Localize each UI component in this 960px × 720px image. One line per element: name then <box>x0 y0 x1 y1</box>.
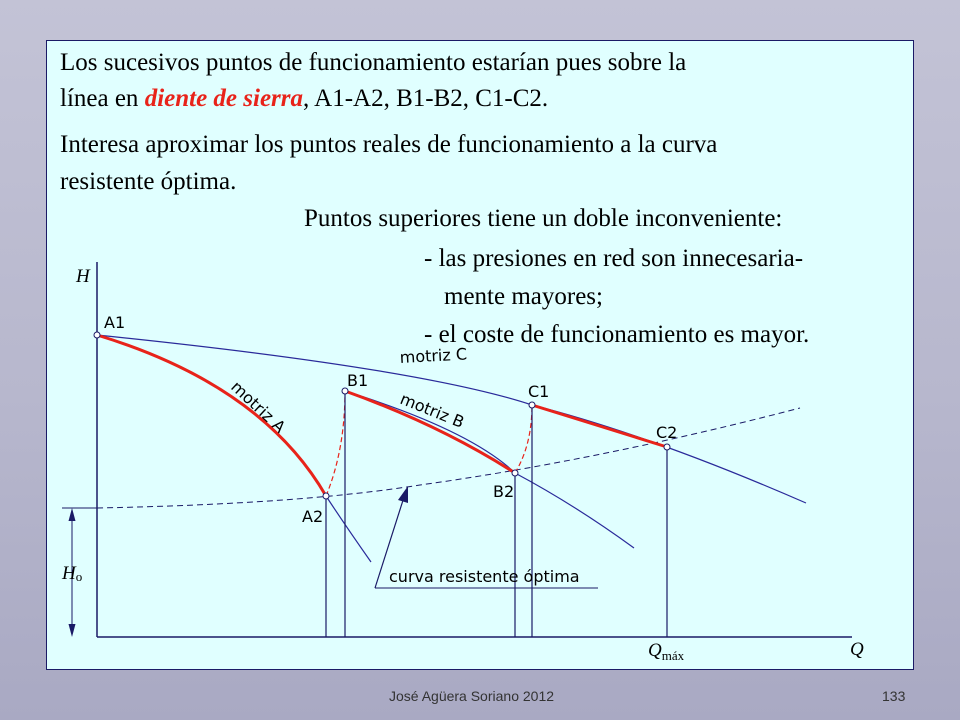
sawtooth-c1-c2 <box>532 405 667 447</box>
paragraph-2-line-2: resistente óptima. <box>60 168 237 195</box>
p1-line2-start: línea en <box>60 85 145 112</box>
motriz-a-curve <box>326 496 371 562</box>
footer-page-number: 133 <box>882 688 906 704</box>
point-label-c2: C2 <box>656 423 678 442</box>
label-motriz-c: motriz C <box>399 344 468 367</box>
paragraph-3-line-2: - las presiones en red son innecesaria- <box>424 245 804 272</box>
point-a2-marker <box>323 493 329 499</box>
label-motriz-b: motriz B <box>397 389 467 432</box>
qmax-label: $Q_{máx}$ <box>648 640 685 663</box>
highlight-diente-de-sierra: diente de sierra <box>144 85 304 112</box>
paragraph-1-line-1: Los sucesivos puntos de funcionamiento estarían pues sobre la <box>60 49 687 76</box>
point-c2-marker <box>664 444 670 450</box>
point-label-a1: A1 <box>104 313 126 332</box>
h0-arrowhead-up <box>69 508 76 521</box>
axis-label-q: Q <box>850 639 864 660</box>
point-a1-marker <box>94 332 100 338</box>
point-b2-marker <box>512 470 518 476</box>
point-label-a2: A2 <box>302 507 324 526</box>
switch-a2-b1 <box>326 391 345 496</box>
paragraph-3-line-4: - el coste de funcionamiento es mayor. <box>424 321 810 348</box>
paragraph-3-line-1: Puntos superiores tiene un doble inconveniente: <box>304 205 783 232</box>
switch-b2-c1 <box>515 405 532 473</box>
sawtooth-a1-a2 <box>97 335 326 496</box>
motriz-b-curve <box>345 391 634 548</box>
axis-label-h: H <box>76 266 90 287</box>
h0-label: Ho <box>62 563 83 584</box>
paragraph-3-line-3: mente mayores; <box>444 283 603 310</box>
point-label-c1: C1 <box>528 382 550 401</box>
point-c1-marker <box>529 402 535 408</box>
paragraph-1-line-2 <box>60 82 548 116</box>
footer-author: José Agüera Soriano 2012 <box>389 688 555 704</box>
label-optimal-curve: curva resistente óptima <box>389 567 580 586</box>
h0-arrowhead-down <box>69 624 76 637</box>
label-motriz-a: motriz A <box>227 377 290 437</box>
point-label-b2: B2 <box>493 482 515 501</box>
p1-line2-end: , A1-A2, B1-B2, C1-C2. <box>303 85 549 112</box>
point-label-b1: B1 <box>347 371 369 390</box>
paragraph-2-line-1: Interesa aproximar los puntos reales de funcionamiento a la curva <box>60 131 718 158</box>
